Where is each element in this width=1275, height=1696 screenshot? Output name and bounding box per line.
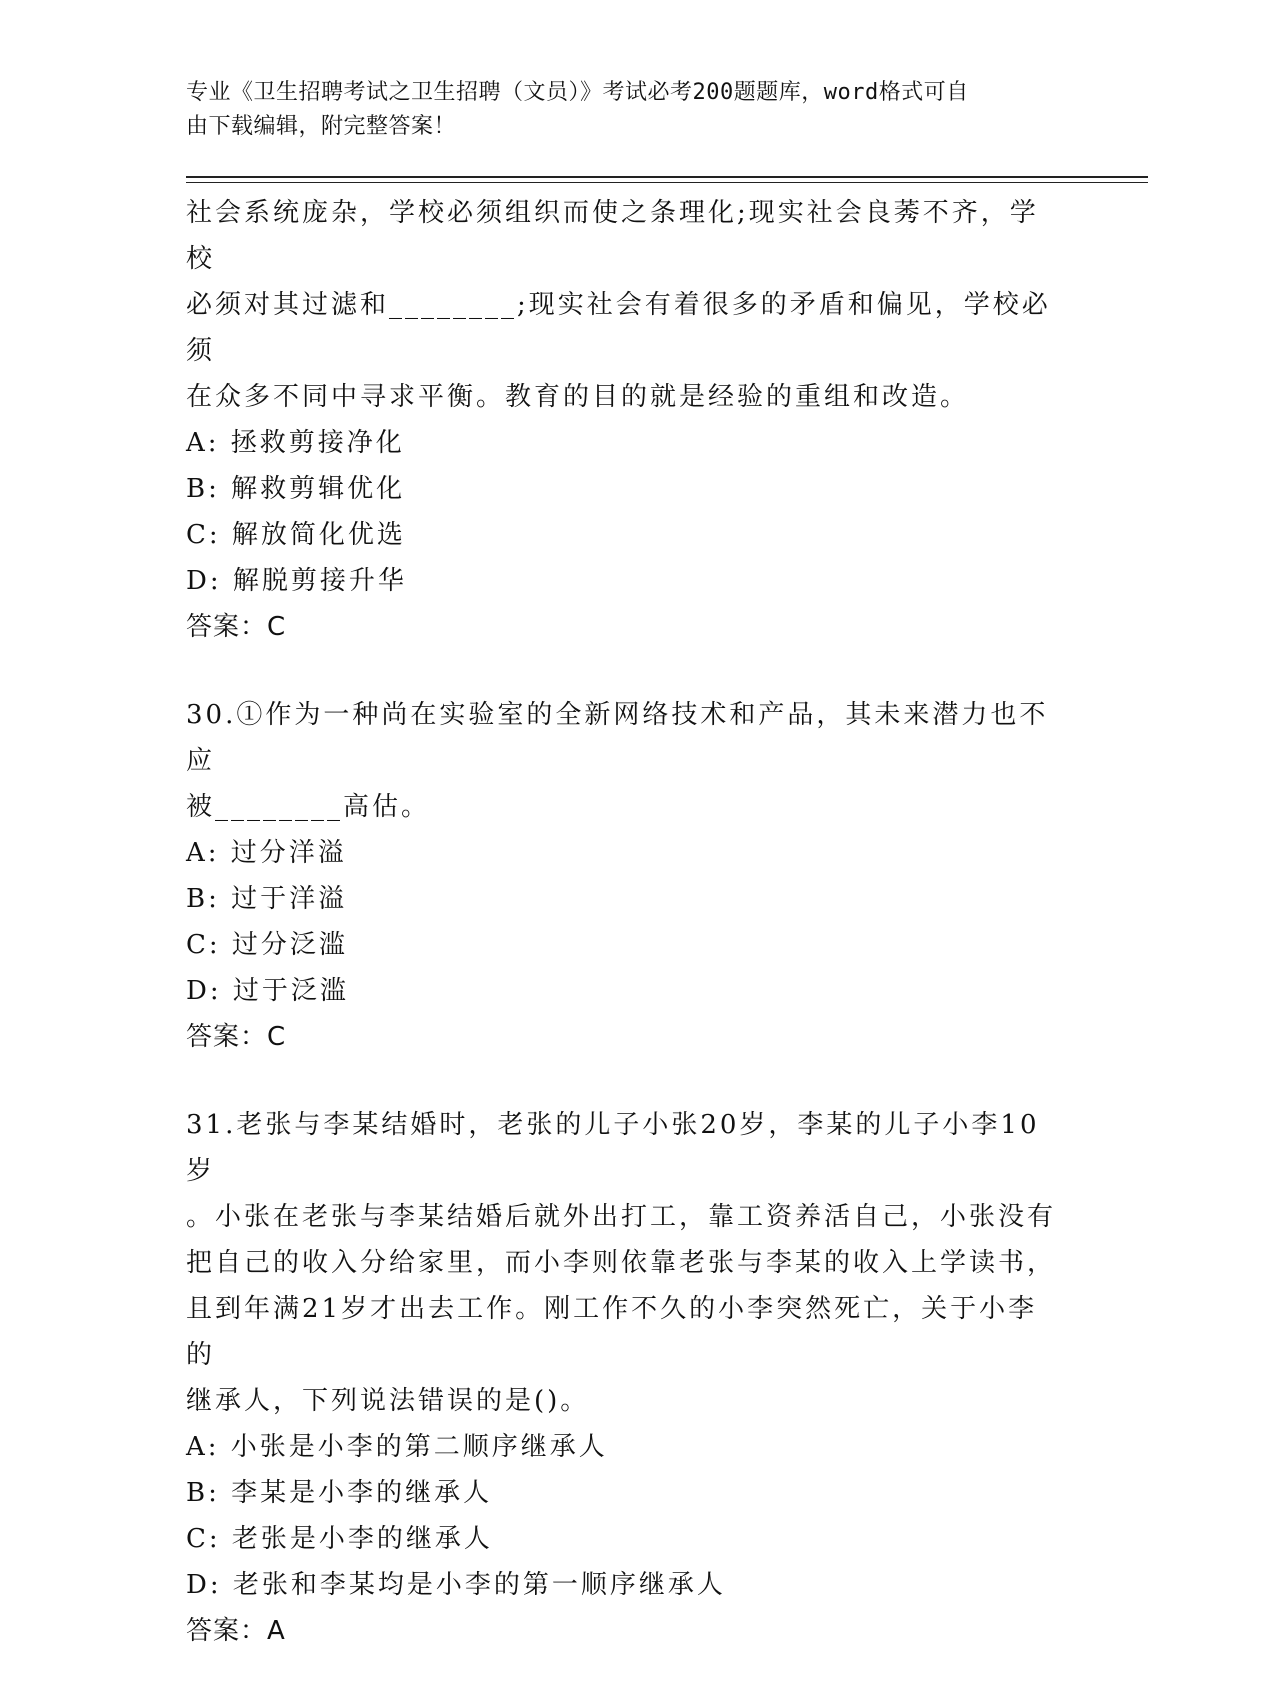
- question-stem-line: 被________高估。: [186, 792, 431, 822]
- answer-line: 答案：C: [186, 612, 287, 642]
- question-stem-line: 31.老张与李某结婚时，老张的儿子小张20岁，李某的儿子小李10岁: [186, 1110, 1040, 1186]
- question-stem-line: 在众多不同中寻求平衡。教育的目的就是经验的重组和改造。: [186, 382, 970, 412]
- question-stem-line: 且到年满21岁才出去工作。刚工作不久的小李突然死亡，关于小李的: [186, 1294, 1038, 1370]
- question-stem-line: 继承人，下列说法错误的是()。: [186, 1386, 590, 1416]
- option-a: A: 小张是小李的第二顺序继承人: [186, 1432, 608, 1462]
- question-block: [186, 190, 1066, 650]
- question-block: [186, 692, 1066, 1060]
- question-stem-line: 必须对其过滤和________;现实社会有着很多的矛盾和偏见，学校必须: [186, 290, 1051, 366]
- option-c: C: 老张是小李的继承人: [186, 1524, 493, 1554]
- option-b: B: 过于洋溢: [186, 884, 348, 914]
- header-rule-thick: [186, 176, 1148, 178]
- option-b: B: 李某是小李的继承人: [186, 1478, 493, 1508]
- question-stem-line: 把自己的收入分给家里，而小李则依靠老张与李某的收入上学读书，: [186, 1248, 1057, 1278]
- option-a: A: 拯救剪接净化: [186, 428, 405, 458]
- option-d: D: 解脱剪接升华: [186, 566, 407, 596]
- option-d: D: 过于泛滥: [186, 976, 349, 1006]
- header-line-1: 专业《卫生招聘考试之卫生招聘（文员）》考试必考200题题库，word格式可自: [186, 80, 969, 105]
- header-line-2: 由下载编辑，附完整答案！: [186, 114, 457, 139]
- header-rule-thin: [186, 182, 1148, 183]
- answer-line: 答案：A: [186, 1616, 286, 1646]
- question-stem-line: 。小张在老张与李某结婚后就外出打工，靠工资养活自己，小张没有: [186, 1202, 1057, 1232]
- option-b: B: 解救剪辑优化: [186, 474, 406, 504]
- question-stem-line: 社会系统庞杂，学校必须组织而使之条理化;现实社会良莠不齐，学校: [186, 198, 1039, 274]
- question-block: [186, 1102, 1066, 1654]
- question-list: [186, 190, 1066, 1696]
- option-c: C: 解放简化优选: [186, 520, 406, 550]
- option-a: A: 过分洋溢: [186, 838, 347, 868]
- answer-line: 答案：C: [186, 1022, 287, 1052]
- option-c: C: 过分泛滥: [186, 930, 348, 960]
- option-d: D: 老张和李某均是小李的第一顺序继承人: [186, 1570, 726, 1600]
- document-header: [186, 76, 1066, 144]
- question-stem-line: 30.①作为一种尚在实验室的全新网络技术和产品，其未来潜力也不应: [186, 700, 1049, 776]
